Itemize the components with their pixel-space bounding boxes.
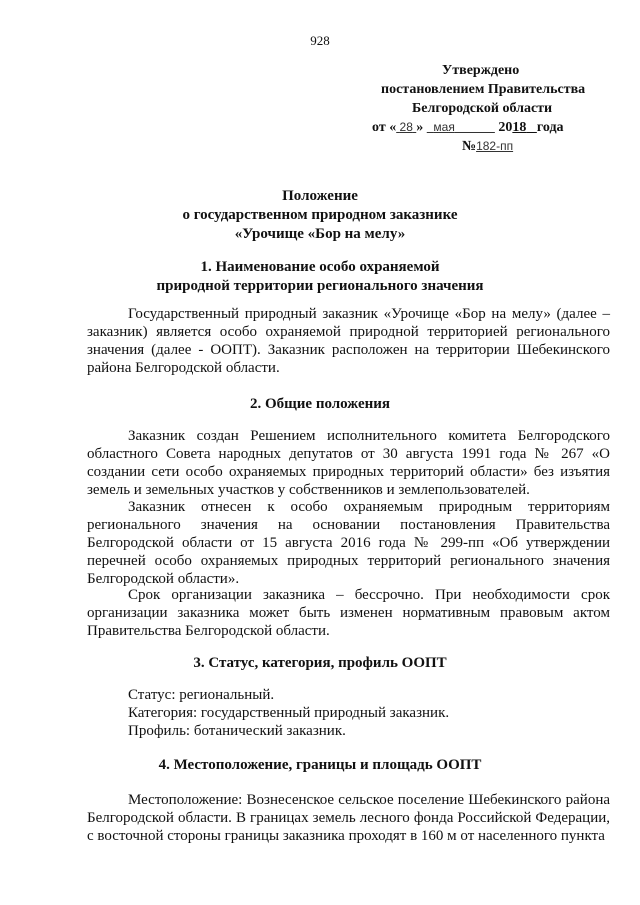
section-1-heading-1: 1. Наименование особо охраняемой [200, 259, 440, 275]
doc-title-2: о государственном природном заказнике [182, 207, 458, 223]
section-2-heading: 2. Общие положения [249, 396, 391, 412]
page-number: 928 [310, 33, 330, 48]
approval-line-2: постановлением Правительства [381, 82, 586, 97]
date-day: 28 [399, 120, 413, 134]
doc-title-1: Положение [282, 188, 358, 204]
date-year-word: года [536, 120, 564, 135]
section-4-paragraph: Местоположение: Вознесенское сельское поселение Шебекинского района Белгородской области. В границах земель лесного фонда Российской Федерации, с восточной стороны границы заказника проходят в 160 м от населенного пункта [87, 792, 610, 844]
section-2-paragraph-3: Срок организации заказника – бессрочно. При необходимости срок организации заказника может быть изменен нормативным правовым актом Правительства Белгородской области. [87, 587, 610, 639]
section-1-heading-2: природной территории регионального значения [156, 278, 484, 294]
section-2-paragraph-2: Заказник отнесен к особо охраняемым природным территориям регионального значения на основании постановления Правительства Белгородской области от 15 августа 2016 года № 299-пп «Об утверждении перечней особо охраняемых природных территорий регионального значения Белгородской области». [87, 499, 610, 587]
profile-line: Профиль: ботанический заказник. [128, 723, 346, 739]
date-prefix: от « [372, 120, 397, 135]
status-line: Статус: региональный. [128, 687, 275, 703]
approval-number: №182-пп [462, 139, 514, 154]
date-day-close: » [416, 120, 424, 135]
section-3-heading: 3. Статус, категория, профиль ООПТ [193, 655, 447, 671]
date-month: мая [433, 120, 455, 134]
date-year: 2018 [498, 120, 527, 135]
section-1-paragraph: Государственный природный заказник «Урочище «Бор на мелу» (далее – заказник) является особо охраняемой природной территорией регионального значения (далее - ООПТ). Заказник расположен на территории Шебекинского района Белгородской области. [87, 306, 610, 376]
approval-line-1: Утверждено [442, 63, 520, 78]
approval-date [372, 118, 564, 137]
section-2-paragraph-1: Заказник создан Решением исполнительного комитета Белгородского областного Совета народных депутатов от 30 августа 1991 года № 267 «О создании сети особо охраняемых природных территорий области» без изъятия земель и земельных участков у собственников и землепользователей. [87, 428, 610, 498]
category-line: Категория: государственный природный заказник. [128, 705, 450, 721]
section-4-heading: 4. Местоположение, границы и площадь ООПТ [158, 757, 482, 773]
doc-title-3: «Урочище «Бор на мелу» [234, 226, 406, 242]
approval-line-3: Белгородской области [412, 101, 553, 116]
